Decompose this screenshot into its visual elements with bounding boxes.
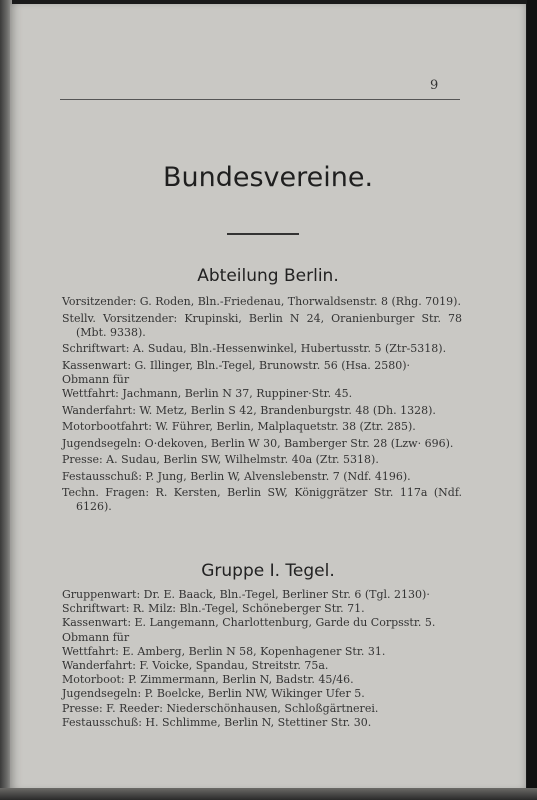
list-item: Wettfahrt: Jachmann, Berlin N 37, Ruppiner·Str. 45. bbox=[62, 387, 353, 401]
list-item: Obmann für bbox=[62, 630, 130, 644]
list-item: Jugendsegeln: P. Boelcke, Berlin NW, Wikinger Ufer 5. bbox=[62, 687, 365, 701]
list-item: Schriftwart: A. Sudau, Bln.-Hessenwinkel, Hubertusstr. 5 (Ztr-5318). bbox=[62, 342, 447, 356]
section-heading-tegel: Gruppe I. Tegel. bbox=[201, 561, 335, 581]
list-item: Presse: A. Sudau, Berlin SW, Wilhelmstr. 40a (Ztr. 5318). bbox=[62, 453, 379, 467]
page-number: 9 bbox=[430, 78, 439, 93]
page-title: Bundesvereine. bbox=[162, 162, 374, 193]
list-item: Gruppenwart: Dr. E. Baack, Bln.-Tegel, Berliner Str. 6 (Tgl. 2130)· bbox=[62, 588, 430, 601]
list-item: Wettfahrt: E. Amberg, Berlin N 58, Kopenhagener Str. 31. bbox=[62, 644, 386, 658]
list-item: Kassenwart: E. Langemann, Charlottenburg, Garde du Corpsstr. 5. bbox=[62, 616, 436, 630]
list-item: Obmann für bbox=[62, 372, 130, 386]
list-item: Jugendsegeln: O·dekoven, Berlin W 30, Bamberger Str. 28 (Lzw· 696). bbox=[62, 436, 454, 450]
list-item: Schriftwart: R. Milz: Bln.-Tegel, Schöneberger Str. 71. bbox=[62, 602, 365, 616]
book-page bbox=[10, 4, 526, 789]
list-item: Kassenwart: G. Illinger, Bln.-Tegel, Brunowstr. 56 (Hsa. 2580)· bbox=[62, 358, 411, 372]
list-item: Motorbootfahrt: W. Führer, Berlin, Malplaquetstr. 38 (Ztr. 285). bbox=[62, 420, 416, 434]
scan-right-edge bbox=[527, 0, 537, 800]
list-item: Techn. Fragen: R. Kersten, Berlin SW, Königgrätzer Str. 117a (Ndf. 6126). bbox=[62, 486, 462, 514]
list-item: Wanderfahrt: W. Metz, Berlin S 42, Brandenburgstr. 48 (Dh. 1328). bbox=[62, 403, 436, 417]
list-item: Festausschuß: P. Jung, Berlin W, Alvenslebenstr. 7 (Ndf. 4196). bbox=[62, 469, 411, 483]
list-item: Stellv. Vorsitzender: Krupinski, Berlin N 24, Oranienburger Str. 78 (Mbt. 9338). bbox=[62, 311, 462, 339]
list-item: Vorsitzender: G. Roden, Bln.-Friedenau, Thorwaldsenstr. 8 (Rhg. 7019). bbox=[62, 295, 461, 308]
list-item: Festausschuß: H. Schlimme, Berlin N, Stettiner Str. 30. bbox=[62, 715, 372, 729]
entries-tegel bbox=[62, 588, 462, 730]
entries-berlin bbox=[62, 295, 462, 517]
section-heading-berlin: Abteilung Berlin. bbox=[197, 266, 339, 286]
list-item: Presse: F. Reeder: Niederschönhausen, Schloßgärtnerei. bbox=[62, 701, 379, 715]
list-item: Wanderfahrt: F. Voicke, Spandau, Streitstr. 75a. bbox=[62, 659, 329, 673]
list-item: Motorboot: P. Zimmermann, Berlin N, Badstr. 45/46. bbox=[62, 673, 354, 687]
header-rule bbox=[60, 99, 460, 100]
scan-bottom-edge bbox=[0, 788, 537, 800]
title-underline bbox=[227, 233, 299, 235]
